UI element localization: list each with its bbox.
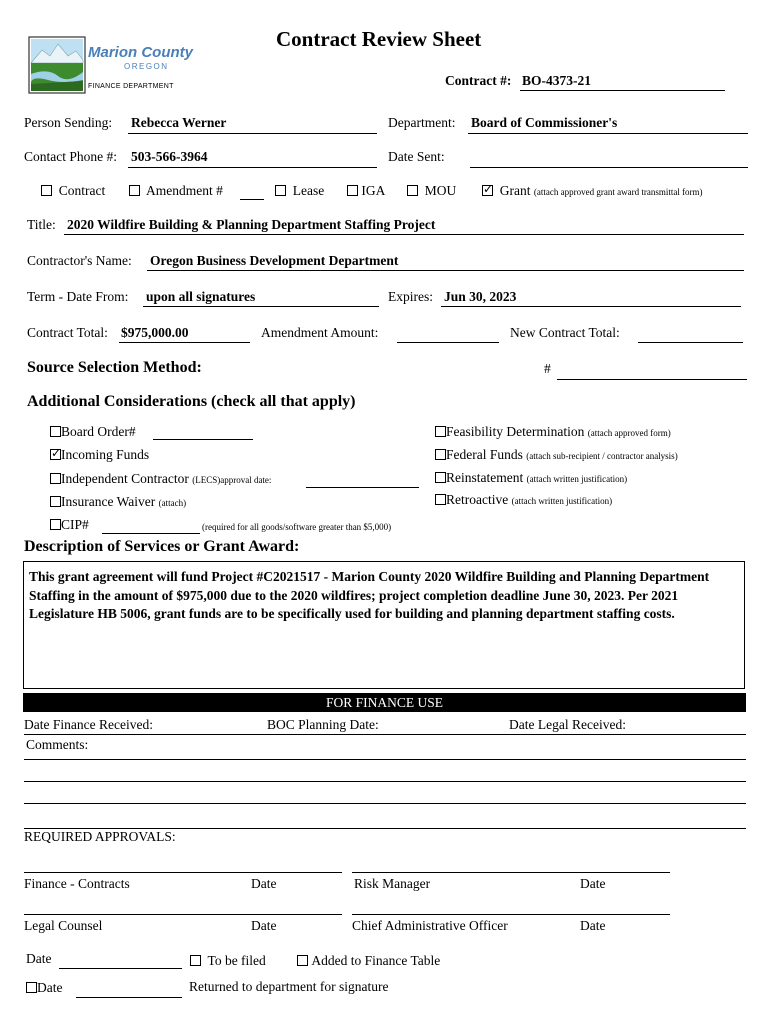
finance-contracts-label: Finance - Contracts [24, 876, 130, 891]
approval-date-line[interactable] [306, 487, 419, 488]
source-line[interactable] [557, 379, 747, 380]
cip-note: (required for all goods/software greater than $5,000) [202, 522, 392, 532]
new-total-line[interactable] [638, 342, 743, 343]
lecs-label: (LECS) [192, 475, 221, 485]
contract-total-label: Contract Total: [27, 325, 108, 340]
contractor-line [147, 270, 744, 271]
expires-label: Expires: [388, 289, 433, 304]
type-iga-label: IGA [361, 183, 386, 198]
type-lease[interactable] [275, 183, 324, 199]
footer-date-label: Date [26, 951, 52, 966]
type-amendment-label: Amendment # [146, 183, 223, 198]
risk-manager-date-label: Date [580, 876, 606, 891]
board-order-checkbox[interactable] [50, 426, 61, 437]
federal-note: (attach sub-recipient / contractor analysis) [526, 451, 678, 461]
date-sent-label: Date Sent: [388, 149, 445, 164]
type-contract[interactable] [41, 183, 105, 199]
incoming-funds[interactable] [50, 447, 149, 463]
title-label: Title: [27, 217, 56, 232]
contact-phone-value[interactable]: 503-566-3964 [131, 149, 208, 164]
amendment-number-line [240, 199, 264, 200]
finance-contracts-sign-line[interactable] [24, 872, 342, 873]
to-be-filed-label: To be filed [207, 953, 266, 968]
amendment-amount-label: Amendment Amount: [261, 325, 379, 340]
contract-checkbox[interactable] [41, 185, 52, 196]
grant-checkbox[interactable] [482, 185, 493, 196]
person-sending-line [128, 133, 377, 134]
returned-date-label: Date [37, 980, 63, 995]
retroactive-label: Retroactive [446, 492, 509, 507]
type-lease-label: Lease [292, 183, 325, 198]
source-hash: # [544, 361, 551, 376]
independent-contractor-label: Independent Contractor [61, 471, 189, 486]
feasibility-checkbox[interactable] [435, 426, 446, 437]
cip-line[interactable] [102, 533, 200, 534]
finance-row-line [24, 734, 746, 735]
amendment-checkbox[interactable] [129, 185, 140, 196]
incoming-funds-checkbox[interactable] [50, 449, 61, 460]
contractor-label: Contractor's Name: [27, 253, 132, 268]
type-mou[interactable] [407, 183, 456, 199]
amendment-amount-line[interactable] [397, 342, 499, 343]
type-grant-label: Grant [499, 183, 531, 198]
term-label: Term - Date From: [27, 289, 129, 304]
risk-manager-sign-line[interactable] [352, 872, 670, 873]
contract-number-line [520, 90, 725, 91]
description-heading: Description of Services or Grant Award: [24, 538, 300, 555]
considerations-heading: Additional Considerations (check all that apply) [27, 393, 356, 410]
contact-phone-label: Contact Phone #: [24, 149, 117, 164]
independent-contractor[interactable] [50, 471, 271, 487]
logo-dept: FINANCE DEPARTMENT [88, 83, 174, 90]
description-text[interactable]: This grant agreement will fund Project #C2021517 - Marion County 2020 Wildfire Building and Planning Department Staffing in the amount of $975,000 due to the 2020 wildfires; project completion deadline June 30, 2023. Per 2021 Legislature HB 5006, grant funds are to be specifically used for building and planning department staffing costs. [23, 561, 745, 689]
returned-date-line[interactable] [76, 997, 182, 998]
finance-contracts-date-label: Date [251, 876, 277, 891]
title-value[interactable]: 2020 Wildfire Building & Planning Department Staffing Project [67, 217, 436, 232]
to-be-filed[interactable] [190, 953, 266, 969]
footer-date-line[interactable] [59, 968, 182, 969]
contractor-value[interactable]: Oregon Business Development Department [150, 253, 399, 268]
legal-counsel-label: Legal Counsel [24, 918, 103, 933]
cao-sign-line[interactable] [352, 914, 670, 915]
feasibility-note: (attach approved form) [587, 428, 671, 438]
contract-number-label: Contract #: [445, 73, 512, 88]
date-legal-received-label: Date Legal Received: [509, 717, 626, 732]
expires-line [441, 306, 741, 307]
reinstatement-label: Reinstatement [446, 470, 524, 485]
insurance-waiver[interactable] [50, 494, 186, 510]
to-be-filed-checkbox[interactable] [190, 955, 201, 966]
comments-label: Comments: [26, 737, 89, 752]
department-line [468, 133, 748, 134]
returned-date-checkbox[interactable] [26, 982, 37, 993]
board-order-line[interactable] [153, 439, 253, 440]
insurance-attach-note: (attach) [158, 498, 187, 508]
logo-name: Marion County [88, 44, 193, 61]
date-finance-received-label: Date Finance Received: [24, 717, 153, 732]
logo-sub: OREGON [124, 62, 169, 71]
marion-county-logo [28, 36, 193, 94]
reinstatement-checkbox[interactable] [435, 472, 446, 483]
iga-checkbox[interactable] [347, 185, 358, 196]
cip-checkbox[interactable] [50, 519, 61, 530]
cao-date-label: Date [580, 918, 606, 933]
legal-counsel-sign-line[interactable] [24, 914, 342, 915]
person-sending-label: Person Sending: [24, 115, 113, 130]
contact-phone-line [128, 167, 377, 168]
contract-number-value[interactable]: BO-4373-21 [522, 73, 591, 88]
finance-use-bar: FOR FINANCE USE [23, 693, 746, 712]
added-finance-table-checkbox[interactable] [297, 955, 308, 966]
new-total-label: New Contract Total: [510, 325, 620, 340]
page-title: Contract Review Sheet [276, 27, 482, 51]
comments-line-2[interactable] [24, 781, 746, 782]
term-from-value[interactable]: upon all signatures [146, 289, 256, 304]
reinstatement[interactable] [435, 470, 627, 486]
retroactive-checkbox[interactable] [435, 494, 446, 505]
grant-note: (attach approved grant award transmittal form) [533, 187, 703, 197]
type-grant[interactable] [482, 183, 703, 199]
cip[interactable] [50, 517, 89, 533]
incoming-funds-label: Incoming Funds [61, 447, 150, 462]
cip-label: CIP# [61, 517, 89, 532]
insurance-waiver-label: Insurance Waiver [61, 494, 156, 509]
type-contract-label: Contract [58, 183, 106, 198]
federal-funds-checkbox[interactable] [435, 449, 446, 460]
returned-date[interactable] [26, 980, 62, 996]
federal-funds-label: Federal Funds [446, 447, 523, 462]
feasibility[interactable] [435, 424, 671, 440]
retroactive-note: (attach written justification) [511, 496, 613, 506]
source-selection-label: Source Selection Method: [27, 359, 202, 376]
comments-line-1[interactable] [24, 759, 746, 760]
type-iga[interactable] [347, 183, 385, 199]
date-sent-line [470, 167, 748, 168]
board-order[interactable] [50, 424, 136, 440]
approval-date-label: approval date: [220, 475, 272, 485]
board-order-label: Board Order# [61, 424, 136, 439]
type-mou-label: MOU [424, 183, 457, 198]
department-value[interactable]: Board of Commissioner's [471, 115, 618, 130]
independent-contractor-checkbox[interactable] [50, 473, 61, 484]
contract-total-value[interactable]: $975,000.00 [121, 325, 189, 340]
feasibility-label: Feasibility Determination [446, 424, 585, 439]
department-label: Department: [388, 115, 456, 130]
added-finance-table-label: Added to Finance Table [311, 953, 441, 968]
type-amendment[interactable] [129, 183, 223, 199]
risk-manager-label: Risk Manager [354, 876, 431, 891]
required-approvals-heading: REQUIRED APPROVALS: [24, 829, 176, 844]
lease-checkbox[interactable] [275, 185, 286, 196]
legal-counsel-date-label: Date [251, 918, 277, 933]
boc-planning-date-label: BOC Planning Date: [267, 717, 379, 732]
contract-total-line [119, 342, 250, 343]
retroactive[interactable] [435, 492, 612, 508]
title-line [64, 234, 744, 235]
expires-value[interactable]: Jun 30, 2023 [444, 289, 517, 304]
reinstatement-note: (attach written justification) [526, 474, 628, 484]
comments-line-3[interactable] [24, 803, 746, 804]
term-line [143, 306, 379, 307]
cao-label: Chief Administrative Officer [352, 918, 508, 933]
person-sending-value[interactable]: Rebecca Werner [131, 115, 227, 130]
federal-funds[interactable] [435, 447, 678, 463]
added-finance-table[interactable] [297, 953, 440, 969]
returned-label: Returned to department for signature [189, 979, 389, 994]
insurance-waiver-checkbox[interactable] [50, 496, 61, 507]
mou-checkbox[interactable] [407, 185, 418, 196]
